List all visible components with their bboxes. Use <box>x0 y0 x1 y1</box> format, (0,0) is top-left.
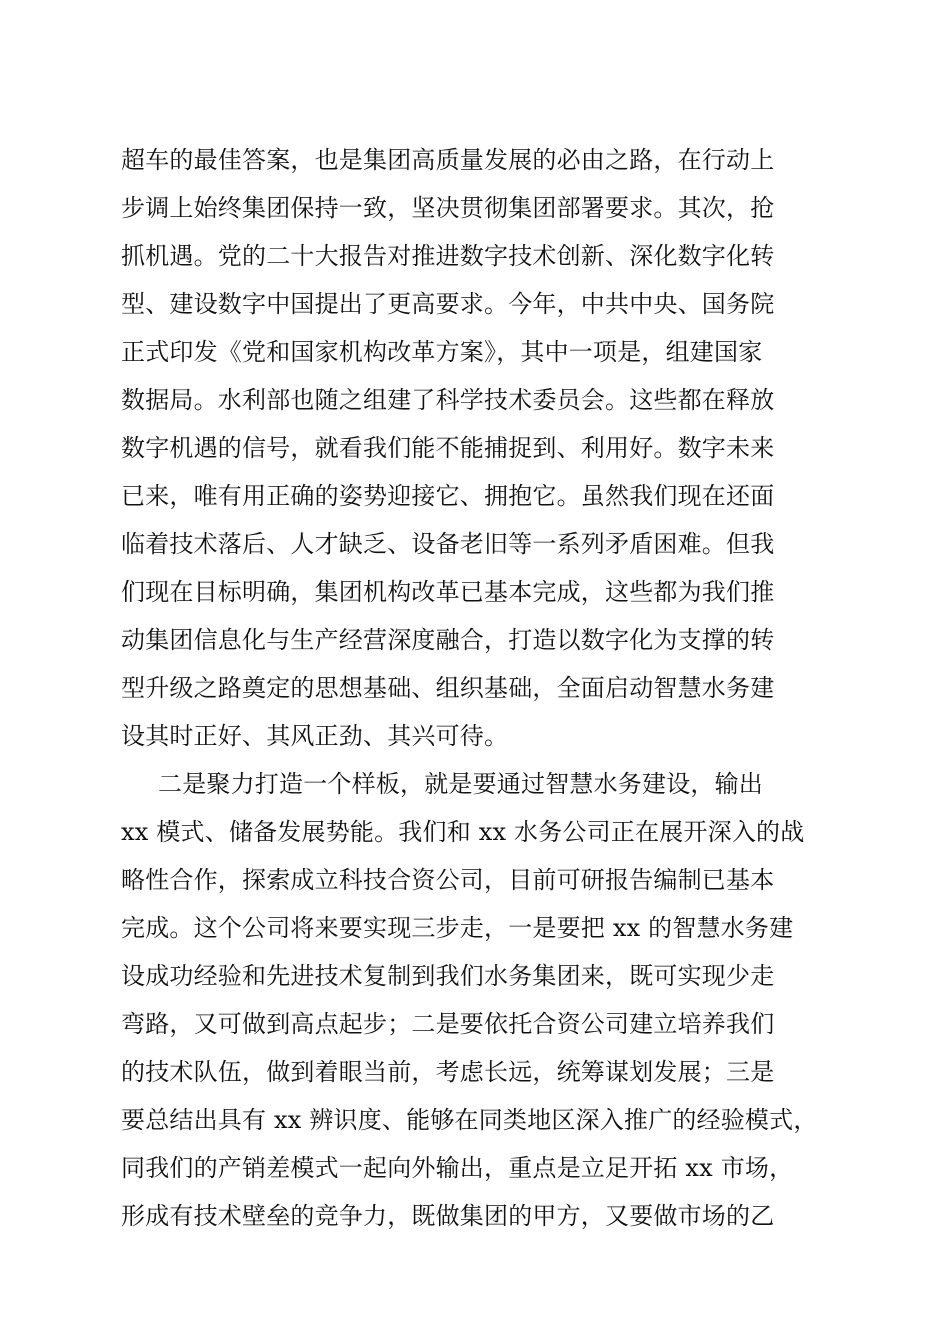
text-line: 弯路，又可做到高点起步；二是要依托合资公司建立培养我们 <box>121 1010 775 1038</box>
text-line: 完成。这个公司将来要实现三步走，一是要把 xx 的智慧水务建 <box>121 914 794 942</box>
text-line: 要总结出具有 xx 辨识度、能够在同类地区深入推广的经验模式， <box>121 1106 818 1134</box>
text-line: 步调上始终集团保持一致，坚决贯彻集团部署要求。其次，抢 <box>121 194 775 222</box>
text-line: 正式印发《党和国家机构改革方案》，其中一项是，组建国家 <box>121 338 763 366</box>
text-line: 型、建设数字中国提出了更高要求。今年，中共中央、国务院 <box>121 290 775 318</box>
text-line: 型升级之路奠定的思想基础、组织基础，全面启动智慧水务建 <box>121 674 775 702</box>
text-line: 动集团信息化与生产经营深度融合，打造以数字化为支撑的转 <box>121 626 775 654</box>
paragraph-heading-line: 二是聚力打造一个样板，就是要通过智慧水务建设，输出 <box>158 770 763 798</box>
text-line: 超车的最佳答案，也是集团高质量发展的必由之路，在行动上 <box>121 146 775 174</box>
text-line: xx 模式、储备发展势能。我们和 xx 水务公司正在展开深入的战 <box>121 818 805 846</box>
text-line: 已来，唯有用正确的姿势迎接它、拥抱它。虽然我们现在还面 <box>121 482 775 510</box>
text-line: 数字机遇的信号，就看我们能不能捕捉到、利用好。数字未来 <box>121 434 775 462</box>
text-line: 抓机遇。党的二十大报告对推进数字技术创新、深化数字化转 <box>121 242 775 270</box>
text-line: 设其时正好、其风正劲、其兴可待。 <box>121 722 509 750</box>
text-line: 略性合作，探索成立科技合资公司，目前可研报告编制已基本 <box>121 866 775 894</box>
text-line: 形成有技术壁垒的竞争力，既做集团的甲方，又要做市场的乙 <box>121 1202 775 1230</box>
text-line: 们现在目标明确，集团机构改革已基本完成，这些都为我们推 <box>121 578 775 606</box>
text-line: 同我们的产销差模式一起向外输出，重点是立足开拓 xx 市场， <box>121 1154 794 1182</box>
text-line: 临着技术落后、人才缺乏、设备老旧等一系列矛盾困难。但我 <box>121 530 775 558</box>
text-line: 的技术队伍，做到着眼当前，考虑长远，统筹谋划发展；三是 <box>121 1058 775 1086</box>
text-line: 数据局。水利部也随之组建了科学技术委员会。这些都在释放 <box>121 386 775 414</box>
text-line: 设成功经验和先进技术复制到我们水务集团来，既可实现少走 <box>121 962 775 990</box>
